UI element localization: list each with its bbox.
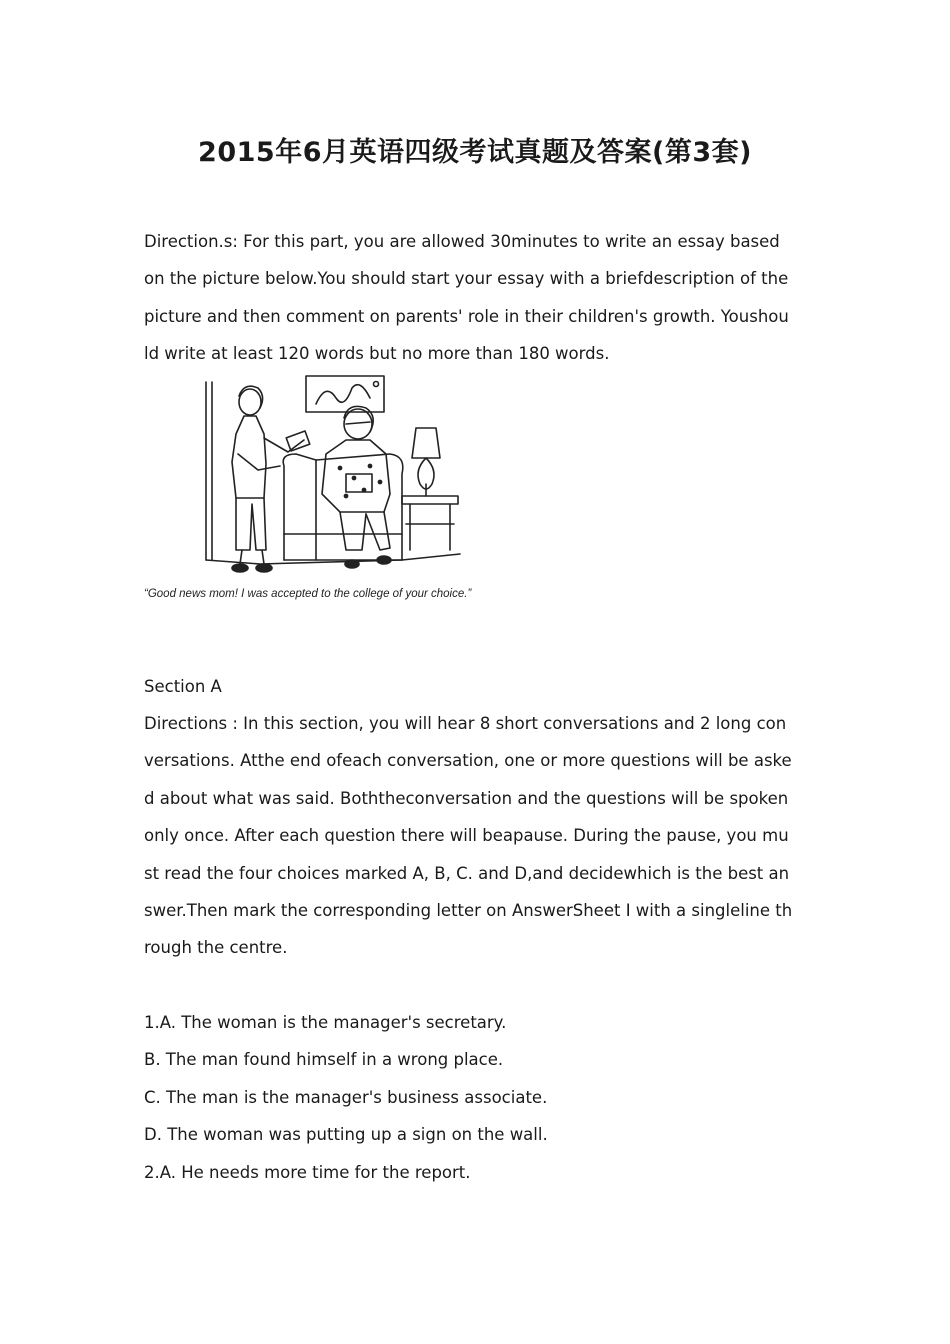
answer-option: D. The woman was putting up a sign on the wall. <box>144 1125 548 1145</box>
page-title: 2015年6月英语四级考试真题及答案(第3套) <box>198 137 752 168</box>
answer-option: B. The man found himself in a wrong place. <box>144 1050 504 1070</box>
cartoon-drawing <box>140 374 520 584</box>
writing-directions: Direction.s: For this part, you are allowed 30minutes to write an essay based on the picture below.You should start your essay with a briefdescription of the picture and then comment on parents' role in their children's growth. Youshou ld write at least 120 words but no more than 180 words. <box>144 232 789 364</box>
wall-picture-frame <box>306 376 384 412</box>
cartoon-illustration <box>140 374 520 610</box>
lamp-and-table <box>402 428 458 550</box>
listening-directions: Directions : In this section, you will hear 8 short conversations and 2 long con versations. Atthe end ofeach conversation, one or more questions will be aske d about what was said. Boththeconversation and the questions will be spoken only once. After each question there will beapause. During the pause, you mu st read the four choices marked A, B, C. and D,and decidewhich is the best an swer.Then mark the corresponding letter on AnswerSheet I with a singleline th rough the centre. <box>144 714 793 958</box>
wall-picture-dot <box>374 382 379 387</box>
wall-picture-squiggle <box>316 385 370 404</box>
section-heading: Section A <box>144 677 222 696</box>
cartoon-caption: “Good news mom! I was accepted to the college of your choice.” <box>144 588 472 600</box>
mother-figure <box>322 406 391 568</box>
floor-line <box>206 554 460 564</box>
daughter-figure <box>232 386 310 572</box>
answer-option: C. The man is the manager's business associate. <box>144 1087 548 1107</box>
answer-options-list <box>144 1004 808 1191</box>
answer-option: 2.A. He needs more time for the report. <box>144 1162 471 1182</box>
answer-option: 1.A. The woman is the manager's secretary. <box>144 1013 507 1032</box>
